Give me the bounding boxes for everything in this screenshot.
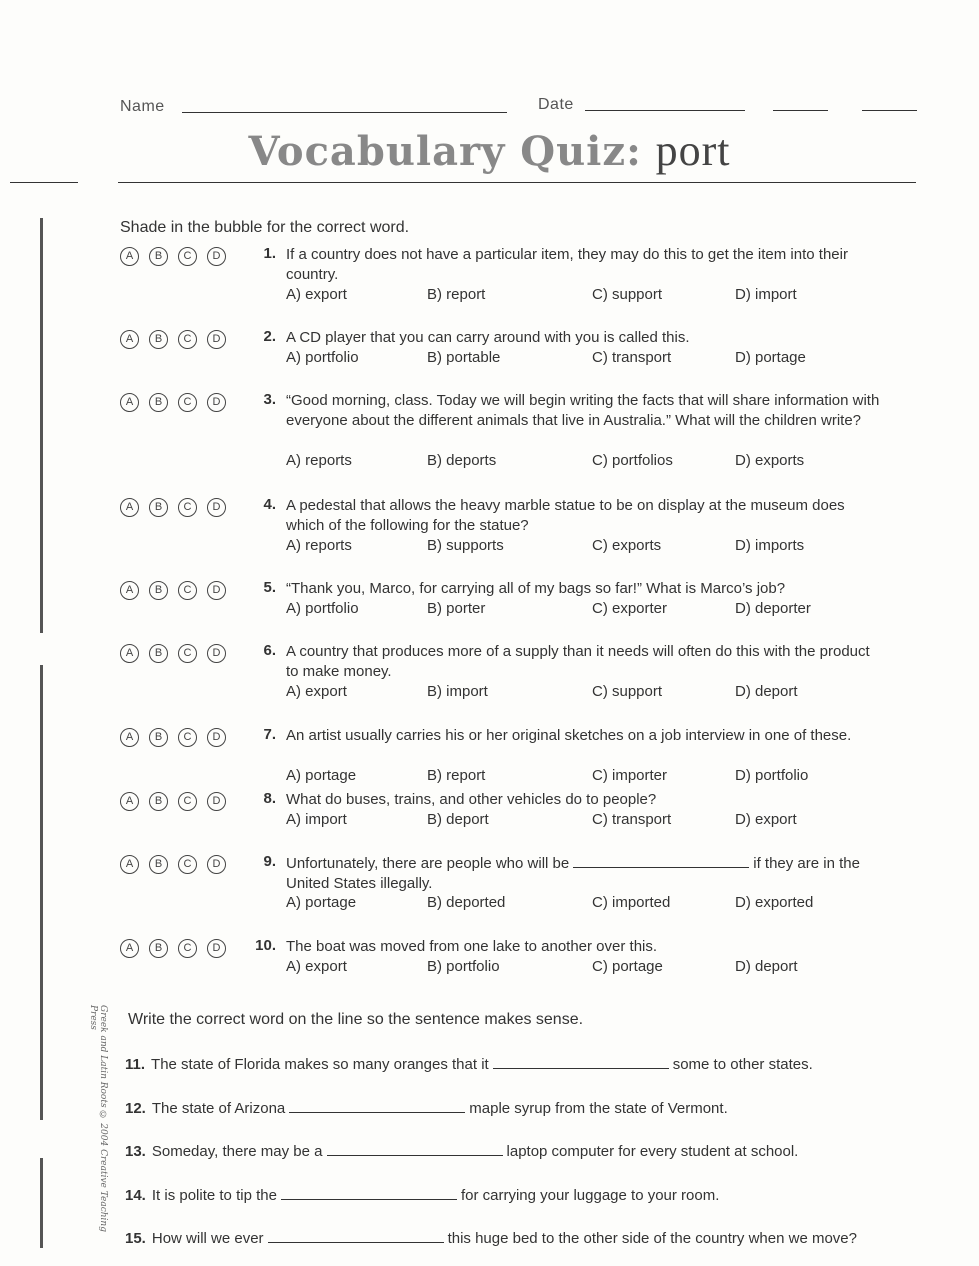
bubble-b[interactable]: B — [149, 939, 168, 958]
question-number: 6. — [263, 642, 276, 659]
answer-options — [286, 452, 886, 472]
answer-options — [286, 683, 886, 703]
binding-edge-bottom — [40, 665, 43, 1120]
question-number: 1. — [263, 245, 276, 262]
bubble-b[interactable]: B — [149, 644, 168, 663]
option-c: C) imported — [592, 894, 671, 911]
bubble-a[interactable]: A — [120, 498, 139, 517]
title-main: Vocabulary Quiz: — [248, 128, 642, 175]
bubble-c[interactable]: C — [178, 728, 197, 747]
sentence-before: The state of Florida makes so many oranges that it — [151, 1056, 489, 1073]
question-text-after: if they are in the United States illegally. — [286, 855, 860, 892]
answer-blank[interactable] — [573, 853, 749, 868]
bubble-d[interactable]: D — [207, 792, 226, 811]
bubble-b[interactable]: B — [149, 792, 168, 811]
option-d: D) import — [735, 286, 797, 303]
option-d: D) portage — [735, 349, 806, 366]
bubble-c[interactable]: C — [178, 393, 197, 412]
question-number: 2. — [263, 328, 276, 345]
option-a: A) reports — [286, 452, 352, 469]
answer-options — [286, 958, 886, 978]
sentence-number: 15. — [125, 1230, 146, 1247]
bubble-c[interactable]: C — [178, 498, 197, 517]
binding-edge-top — [40, 218, 43, 633]
option-b: B) report — [427, 767, 486, 784]
sentence-14 — [125, 1185, 719, 1204]
bubble-d[interactable]: D — [207, 393, 226, 412]
sentence-12 — [125, 1098, 728, 1117]
answer-bubbles — [120, 855, 226, 874]
option-b: B) deported — [427, 894, 506, 911]
option-a: A) portfolio — [286, 600, 359, 617]
answer-bubbles — [120, 330, 226, 349]
option-a: A) reports — [286, 537, 352, 554]
bubble-b[interactable]: B — [149, 330, 168, 349]
option-a: A) import — [286, 811, 347, 828]
bubble-a[interactable]: A — [120, 393, 139, 412]
bubble-b[interactable]: B — [149, 247, 168, 266]
copyright-credit: Greek and Latin Roots © 2004 Creative Teaching Press — [88, 1005, 108, 1232]
question-number: 4. — [263, 496, 276, 513]
option-a: A) portage — [286, 767, 357, 784]
option-d: D) exported — [735, 894, 814, 911]
sentence-before: Someday, there may be a — [151, 1143, 323, 1160]
bubble-c[interactable]: C — [178, 644, 197, 663]
sentence-before: How will we ever — [151, 1230, 264, 1247]
bubble-c[interactable]: C — [178, 855, 197, 874]
answer-bubbles — [120, 728, 226, 747]
sentence-number: 14. — [125, 1187, 146, 1204]
option-c: C) exports — [592, 537, 662, 554]
option-c: C) transport — [592, 349, 672, 366]
option-c: C) importer — [592, 767, 668, 784]
question-text: A pedestal that allows the heavy marble statue to be on display at the museum does which of the following for the statue? — [286, 497, 845, 534]
title-root: port — [655, 126, 731, 175]
option-d: D) export — [735, 811, 797, 828]
option-c: C) support — [592, 286, 663, 303]
option-b: B) deport — [427, 811, 489, 828]
option-a: A) portage — [286, 894, 357, 911]
bubble-b[interactable]: B — [149, 581, 168, 600]
sentence-after: for carrying your luggage to your room. — [460, 1187, 720, 1204]
option-d: D) deport — [735, 958, 798, 975]
option-c: C) transport — [592, 811, 672, 828]
option-d: D) deporter — [735, 600, 811, 617]
binding-edge-tail — [40, 1158, 43, 1248]
answer-options — [286, 767, 886, 787]
bubble-a[interactable]: A — [120, 939, 139, 958]
option-b: B) supports — [427, 537, 504, 554]
date-line[interactable] — [585, 110, 745, 111]
page-title — [0, 125, 979, 176]
answer-blank[interactable] — [493, 1054, 669, 1069]
option-c: C) portfolios — [592, 452, 673, 469]
bubble-a[interactable]: A — [120, 330, 139, 349]
bubble-d[interactable]: D — [207, 247, 226, 266]
option-a: A) export — [286, 286, 347, 303]
date-line-2 — [773, 110, 828, 111]
answer-blank[interactable] — [289, 1098, 465, 1113]
answer-bubbles — [120, 247, 226, 266]
question-text — [286, 853, 886, 894]
name-line[interactable] — [182, 112, 507, 113]
sentence-number: 13. — [125, 1143, 146, 1160]
answer-bubbles — [120, 581, 226, 600]
bubble-b[interactable]: B — [149, 728, 168, 747]
section2-instruction: Write the correct word on the line so the sentence makes sense. — [128, 1011, 584, 1028]
question-text: If a country does not have a particular item, they may do this to get the item into their country. — [286, 246, 848, 283]
answer-options — [286, 537, 886, 557]
question-number: 5. — [263, 579, 276, 596]
option-b: B) deports — [427, 452, 497, 469]
option-c: C) support — [592, 683, 663, 700]
sentence-before: It is polite to tip the — [151, 1187, 277, 1204]
sentence-15 — [125, 1228, 857, 1247]
bubble-d[interactable]: D — [207, 855, 226, 874]
bubble-d[interactable]: D — [207, 728, 226, 747]
question-number: 3. — [263, 391, 276, 408]
sentence-before: The state of Arizona — [151, 1100, 286, 1117]
bubble-c[interactable]: C — [178, 939, 197, 958]
answer-bubbles — [120, 792, 226, 811]
option-c: C) portage — [592, 958, 663, 975]
question-text: A country that produces more of a supply than it needs will often do this with the product to make money. — [286, 643, 870, 680]
question-text: “Good morning, class. Today we will begin writing the facts that will share information with everyone about the different animals that live in Australia.” What will the children write? — [286, 392, 880, 429]
bubble-c[interactable]: C — [178, 247, 197, 266]
question-number: 9. — [263, 853, 276, 870]
answer-options — [286, 600, 886, 620]
title-rule-left — [10, 182, 78, 183]
bubble-c[interactable]: C — [178, 792, 197, 811]
sentence-after: laptop computer for every student at school. — [506, 1143, 799, 1160]
bubble-d[interactable]: D — [207, 939, 226, 958]
date-label: Date — [538, 96, 574, 113]
question-text-before: Unfortunately, there are people who will be — [286, 855, 570, 872]
answer-blank[interactable] — [327, 1141, 503, 1156]
sentence-13 — [125, 1141, 798, 1160]
sentence-after: maple syrup from the state of Vermont. — [469, 1100, 728, 1117]
answer-bubbles — [120, 644, 226, 663]
option-d: D) deport — [735, 683, 798, 700]
section1-instruction: Shade in the bubble for the correct word. — [120, 219, 410, 236]
question-text: The boat was moved from one lake to another over this. — [286, 938, 658, 955]
bubble-a[interactable]: A — [120, 792, 139, 811]
bubble-a[interactable]: A — [120, 247, 139, 266]
sentence-number: 11. — [125, 1056, 146, 1073]
question-text: A CD player that you can carry around with you is called this. — [286, 329, 690, 346]
answer-bubbles — [120, 393, 226, 412]
question-number: 10. — [255, 937, 276, 954]
option-a: A) export — [286, 683, 347, 700]
option-b: B) portfolio — [427, 958, 500, 975]
answer-blank[interactable] — [281, 1185, 457, 1200]
option-b: B) porter — [427, 600, 486, 617]
answer-options — [286, 349, 886, 369]
question-text: An artist usually carries his or her original sketches on a job interview in one of these. — [286, 727, 852, 744]
sentence-11 — [125, 1054, 813, 1073]
option-d: D) imports — [735, 537, 805, 554]
sentence-after: this huge bed to the other side of the country when we move? — [447, 1230, 857, 1247]
bubble-b[interactable]: B — [149, 393, 168, 412]
bubble-a[interactable]: A — [120, 581, 139, 600]
bubble-a[interactable]: A — [120, 855, 139, 874]
answer-options — [286, 894, 886, 914]
bubble-a[interactable]: A — [120, 728, 139, 747]
bubble-a[interactable]: A — [120, 644, 139, 663]
name-label: Name — [120, 98, 165, 115]
bubble-c[interactable]: C — [178, 581, 197, 600]
question-text: “Thank you, Marco, for carrying all of my bags so far!” What is Marco’s job? — [286, 580, 786, 597]
sentence-number: 12. — [125, 1100, 146, 1117]
bubble-d[interactable]: D — [207, 581, 226, 600]
question-text: What do buses, trains, and other vehicles do to people? — [286, 791, 657, 808]
answer-bubbles — [120, 498, 226, 517]
bubble-c[interactable]: C — [178, 330, 197, 349]
bubble-b[interactable]: B — [149, 498, 168, 517]
question-number: 8. — [263, 790, 276, 807]
option-a: A) export — [286, 958, 347, 975]
option-d: D) portfolio — [735, 767, 809, 784]
option-d: D) exports — [735, 452, 805, 469]
bubble-b[interactable]: B — [149, 855, 168, 874]
question-number: 7. — [263, 726, 276, 743]
answer-options — [286, 286, 886, 306]
option-b: B) import — [427, 683, 488, 700]
option-a: A) portfolio — [286, 349, 359, 366]
option-c: C) exporter — [592, 600, 668, 617]
option-b: B) report — [427, 286, 486, 303]
answer-options — [286, 811, 886, 831]
answer-blank[interactable] — [268, 1228, 444, 1243]
bubble-d[interactable]: D — [207, 330, 226, 349]
sentence-after: some to other states. — [672, 1056, 813, 1073]
title-rule — [118, 182, 916, 183]
answer-bubbles — [120, 939, 226, 958]
bubble-d[interactable]: D — [207, 498, 226, 517]
date-line-3 — [862, 110, 917, 111]
bubble-d[interactable]: D — [207, 644, 226, 663]
option-b: B) portable — [427, 349, 501, 366]
